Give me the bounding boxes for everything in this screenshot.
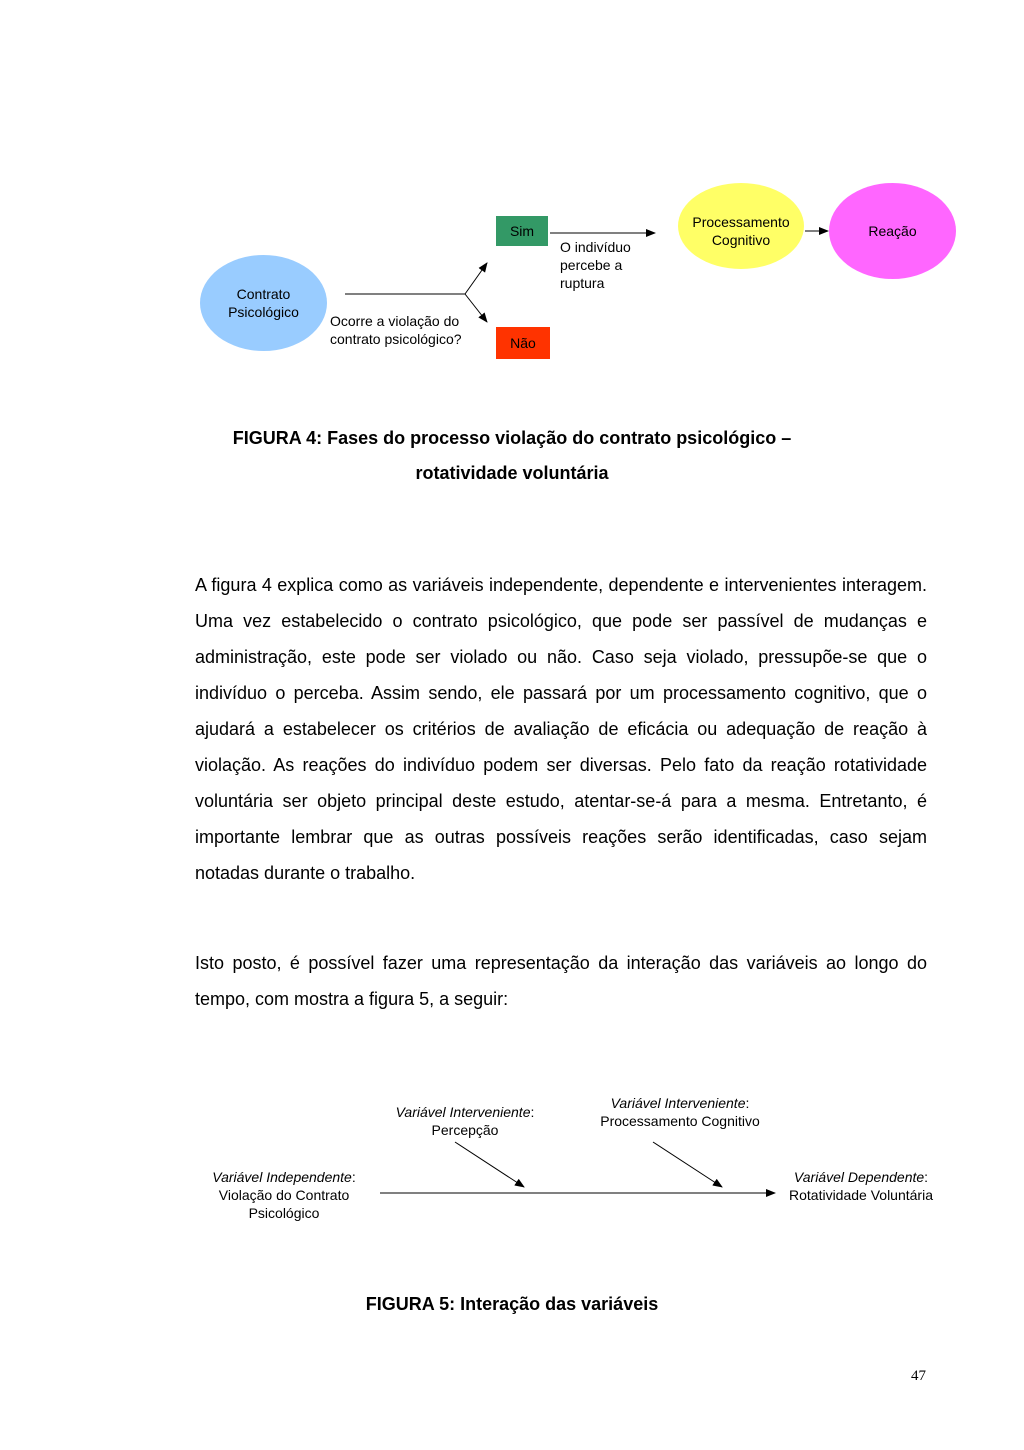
variavel-interveniente-percepcao: Variável Interveniente: Percepção bbox=[395, 1104, 535, 1138]
variavel-interveniente-processamento: Variável Interveniente: Processamento Cognitivo bbox=[600, 1095, 760, 1129]
sim-box bbox=[496, 216, 548, 246]
processamento-cognitivo-label: Processamento Cognitivo bbox=[692, 214, 790, 248]
body-paragraph-1: A figura 4 explica como as variáveis independente, dependente e intervenientes interagem. Uma vez estabelecido o contrato psicológico, que pode ser passível de mudanças e administração, este pode ser violado ou não. Caso seja violado, pressupõe-se que o indivíduo o perceba. Assim sendo, ele passará por um processamento cognitivo, que o ajudará a estabelecer os critérios de avaliação de eficácia ou adequação de reação à violação. As reações do indivíduo podem ser diversas. Pelo fato da reação rotatividade voluntária ser objeto principal deste estudo, atentar-se-á para a mesma. Entretanto, é importante lembrar que as outras possíveis reações serão identificadas, caso sejam notadas durante o trabalho. bbox=[195, 575, 927, 883]
variavel-dependente-title: Variável Dependente bbox=[793, 1169, 925, 1185]
figure4-caption-line1: FIGURA 4: Fases do processo violação do contrato psicológico – bbox=[232, 428, 792, 448]
arrow-processamento-cognitivo bbox=[653, 1142, 722, 1187]
figure4-caption-line2: rotatividade voluntária bbox=[415, 463, 609, 483]
variavel-independente-title: Variável Independente bbox=[212, 1169, 352, 1185]
variavel-interveniente-2-value: Processamento Cognitivo bbox=[600, 1113, 760, 1129]
variavel-interveniente-2-title: Variável Interveniente bbox=[610, 1095, 746, 1111]
variavel-interveniente-1-title: Variável Interveniente bbox=[395, 1104, 531, 1120]
body-paragraph-2: Isto posto, é possível fazer uma representação da interação das variáveis ao longo do tempo, com mostra a figura 5, a seguir: bbox=[195, 953, 927, 1009]
page-number: 47 bbox=[911, 1368, 926, 1384]
figure5-caption: FIGURA 5: Interação das variáveis bbox=[365, 1294, 659, 1314]
variavel-independente-value: Violação do Contrato Psicológico bbox=[218, 1187, 350, 1221]
contrato-psicologico-label: Contrato Psicológico bbox=[228, 286, 299, 320]
processamento-cognitivo-ellipse bbox=[678, 183, 804, 269]
arrow-percepcao bbox=[455, 1142, 524, 1187]
variavel-interveniente-1-value: Percepção bbox=[431, 1122, 499, 1138]
nao-label: Não bbox=[510, 335, 536, 351]
contrato-psicologico-ellipse bbox=[200, 255, 327, 351]
question-label: Ocorre a violação do contrato psicológico? bbox=[330, 313, 462, 347]
variavel-dependente-value: Rotatividade Voluntária bbox=[789, 1187, 933, 1203]
variavel-independente: Variável Independente: Violação do Contrato Psicológico bbox=[196, 1168, 372, 1222]
reacao-ellipse bbox=[829, 183, 956, 279]
sim-label: Sim bbox=[509, 223, 535, 239]
nao-box bbox=[496, 327, 550, 359]
reacao-label: Reação bbox=[868, 223, 917, 239]
percebe-label: O indivíduo percebe a ruptura bbox=[560, 239, 631, 291]
variavel-dependente: Variável Dependente: Rotatividade Voluntária bbox=[789, 1169, 933, 1203]
arrow-to-sim bbox=[465, 263, 487, 294]
